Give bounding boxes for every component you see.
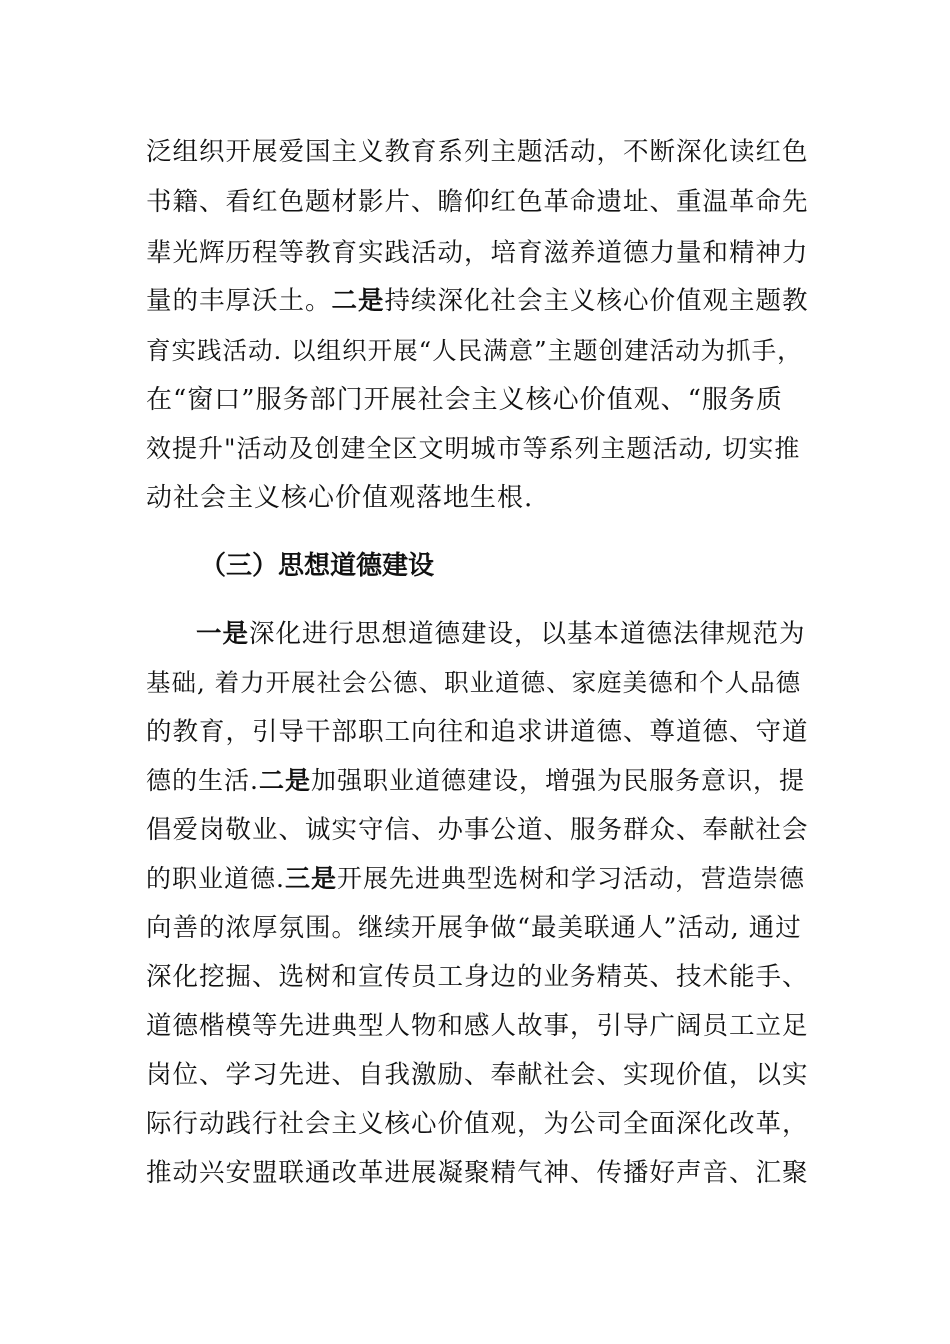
text-run: 深化进行思想道德建设，以基本道德法律规范为 — [249, 619, 806, 649]
emphasis-text: 二是 — [331, 286, 385, 316]
paragraph-line: 深化挖掘、选树和宣传员工身边的业务精英、技术能手、 — [146, 962, 809, 992]
section-heading: （三）思想道德建设 — [200, 551, 435, 581]
paragraph-line: 的教育，引导干部职工向往和追求讲道德、尊道德、守道 — [146, 717, 809, 747]
emphasis-text: 一是 — [196, 619, 250, 649]
text-run: 持续深化社会主义核心价值观主题教 — [384, 286, 809, 316]
paragraph-line: 际行动践行社会主义核心价值观，为公司全面深化改革， — [146, 1109, 809, 1139]
paragraph-line: 向善的浓厚氛围。继续开展争做“最美联通人”活动, 通过 — [146, 913, 802, 943]
paragraph-line: 倡爱岗敬业、诚实守信、办事公道、服务群众、奉献社会 — [146, 815, 809, 845]
text-run: 开展先进典型选树和学习活动，营造崇德 — [336, 864, 805, 893]
paragraph-line: 在“窗口”服务部门开展社会主义核心价值观、“服务质 — [146, 385, 783, 415]
text-run: 德的生活. — [146, 766, 259, 795]
paragraph-line: 育实践活动. 以组织开展“人民满意”主题创建活动为抓手， — [146, 336, 803, 365]
paragraph-line: 泛组织开展爱国主义教育系列主题活动，不断深化读红色 — [146, 137, 809, 167]
emphasis-text: 三是 — [284, 864, 337, 893]
text-run: 量的丰厚沃土。 — [146, 286, 332, 316]
paragraph-line: 效提升"活动及创建全区文明城市等系列主题活动, 切实推 — [146, 434, 801, 463]
paragraph-line: 推动兴安盟联通改革进展凝聚精气神、传播好声音、汇聚 — [146, 1158, 809, 1188]
paragraph-line: 基础, 着力开展社会公德、职业道德、家庭美德和个人品德 — [146, 668, 802, 697]
text-run: 加强职业道德建设，增强为民服务意识，提 — [310, 766, 805, 795]
paragraph-line: 岗位、学习先进、自我激励、奉献社会、实现价值，以实 — [146, 1060, 809, 1090]
paragraph-line: 动社会主义核心价值观落地生根. — [146, 483, 534, 513]
paragraph-line — [146, 284, 809, 318]
paragraph-line: 书籍、看红色题材影片、瞻仰红色革命遗址、重温革命先 — [146, 187, 809, 217]
paragraph-line: 道德楷模等先进典型人物和感人故事，引导广阔员工立足 — [146, 1011, 809, 1041]
paragraph-line — [196, 617, 806, 651]
text-run: 的职业道德. — [146, 864, 285, 893]
paragraph-line — [146, 764, 805, 798]
paragraph-line: 辈光辉历程等教育实践活动，培育滋养道德力量和精神力 — [146, 238, 809, 268]
emphasis-text: 二是 — [258, 766, 311, 795]
paragraph-line — [146, 862, 805, 896]
